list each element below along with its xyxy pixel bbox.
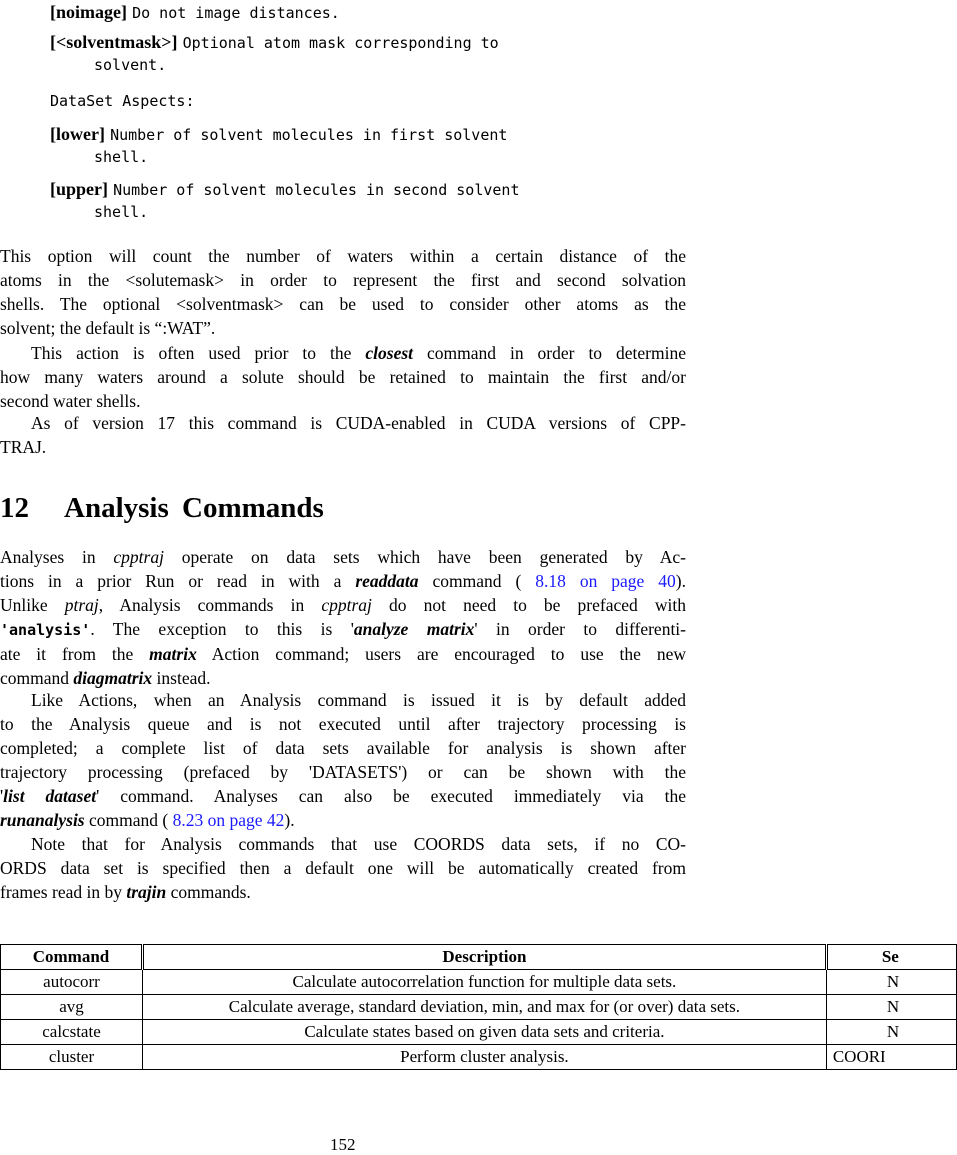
text-line: Note that for Analysis commands that use COORDS data sets, if no CO- (31, 834, 686, 854)
analysis-command-table (0, 944, 957, 1070)
link-page-42[interactable]: 8.23 on page 42 (172, 810, 285, 830)
cell-command: avg (1, 995, 143, 1020)
text-line: completed; a complete list of data sets available for analysis is shown after (0, 738, 686, 758)
text-line: atoms in the <solutemask> in order to represent the first and second solvation (0, 270, 686, 290)
text-line: solvent; the default is “:WAT”. (0, 318, 216, 338)
text-line: 'analysis'. The exception to this is 'analyze matrix' in order to differenti- (0, 619, 686, 639)
table-header-row (1, 945, 957, 970)
text-line: ate it from the matrix Action command; users are encouraged to use the new (0, 644, 687, 664)
aspect-text: Number of solvent molecules in second solvent (113, 181, 520, 199)
command-closest: closest (365, 343, 414, 363)
text-line: Like Actions, when an Analysis command is issued it is by default added (31, 690, 686, 710)
command-analyze-matrix: analyze matrix (353, 619, 475, 639)
paragraph-coords-note (0, 832, 686, 904)
text-line: As of version 17 this command is CUDA-enabled in CUDA versions of CPP- (31, 413, 686, 433)
table-row (1, 995, 957, 1020)
text-line: to the Analysis queue and is not executed until after trajectory processing is (0, 714, 686, 734)
aspect-key: [upper] (50, 179, 108, 199)
command-readdata: readdata (355, 571, 419, 591)
aspect-upper (50, 177, 519, 202)
paragraph-cuda (0, 411, 686, 459)
cell-se: N (826, 1020, 956, 1045)
command-matrix: matrix (149, 644, 197, 664)
table-row (1, 1020, 957, 1045)
aspect-continuation: shell. (94, 203, 149, 221)
text-line: 'list dataset' command. Analyses can also be executed immediately via the (0, 786, 687, 806)
cell-command: cluster (1, 1045, 143, 1070)
section-heading (0, 492, 324, 525)
aspect-lower (50, 122, 507, 147)
text-line: Unlike ptraj, Analysis commands in cpptraj do not need to be prefaced with (0, 595, 687, 615)
text-line: TRAJ. (0, 437, 47, 457)
paragraph-analysis-queue (0, 688, 686, 832)
cell-se: COORI (826, 1045, 956, 1070)
text-line: tions in a prior Run or read in with a readdata command ( 8.18 on page 40). (0, 571, 686, 591)
text-line: This action is often used prior to the closest command in order to determine (31, 343, 686, 363)
table-row (1, 1045, 957, 1070)
table-row (1, 970, 957, 995)
text-line: This option will count the number of waters within a certain distance of the (0, 246, 686, 266)
cell-se: N (826, 970, 956, 995)
cell-description: Calculate states based on given data sets and criteria. (143, 1020, 827, 1045)
text-line: how many waters around a solute should be retained to maintain the first and/or (0, 367, 686, 387)
paragraph-watershell (0, 244, 686, 340)
aspect-key: [lower] (50, 124, 105, 144)
option-noimage (50, 0, 340, 25)
option-solventmask (50, 30, 499, 55)
text-line: runanalysis command ( 8.23 on page 42). (0, 810, 295, 830)
dataset-aspects-label: DataSet Aspects: (50, 92, 195, 110)
cell-se: N (826, 995, 956, 1020)
link-page-40[interactable]: 8.18 on page 40 (535, 571, 676, 591)
command-list-dataset: list dataset (3, 786, 97, 806)
aspect-text: Number of solvent molecules in first solvent (110, 126, 508, 144)
command-diagmatrix: diagmatrix (73, 668, 153, 688)
text-line: ORDS data set is specified then a default one will be automatically created from (0, 858, 686, 878)
text-line: shells. The optional <solventmask> can be used to consider other atoms as the (0, 294, 686, 314)
option-continuation: solvent. (94, 56, 167, 74)
paragraph-closest (0, 341, 686, 413)
text-line: frames read in by trajin commands. (0, 882, 251, 902)
cell-command: calcstate (1, 1020, 143, 1045)
paragraph-analyses-intro (0, 545, 686, 690)
text-line: trajectory processing (prefaced by 'DATASETS') or can be shown with the (0, 762, 686, 782)
cell-command: autocorr (1, 970, 143, 995)
option-key: [noimage] (50, 2, 127, 22)
header-command: Command (1, 945, 143, 970)
option-text: Optional atom mask corresponding to (182, 34, 499, 52)
section-title: Analysis Commands (64, 492, 324, 524)
text-line: Analyses in cpptraj operate on data sets which have been generated by Ac- (0, 547, 686, 567)
page-number: 152 (330, 1135, 356, 1154)
option-text: Do not image distances. (132, 4, 340, 22)
cell-description: Perform cluster analysis. (143, 1045, 827, 1070)
header-description: Description (143, 945, 827, 970)
text-line: second water shells. (0, 391, 141, 411)
command-trajin: trajin (126, 882, 167, 902)
command-runanalysis: runanalysis (0, 810, 85, 830)
aspect-continuation: shell. (94, 148, 149, 166)
section-number: 12 (0, 492, 29, 524)
text-line: command diagmatrix instead. (0, 668, 211, 688)
header-se: Se (826, 945, 956, 970)
option-key: [<solventmask>] (50, 32, 178, 52)
cell-description: Calculate autocorrelation function for multiple data sets. (143, 970, 827, 995)
cell-description: Calculate average, standard deviation, min, and max for (or over) data sets. (143, 995, 827, 1020)
